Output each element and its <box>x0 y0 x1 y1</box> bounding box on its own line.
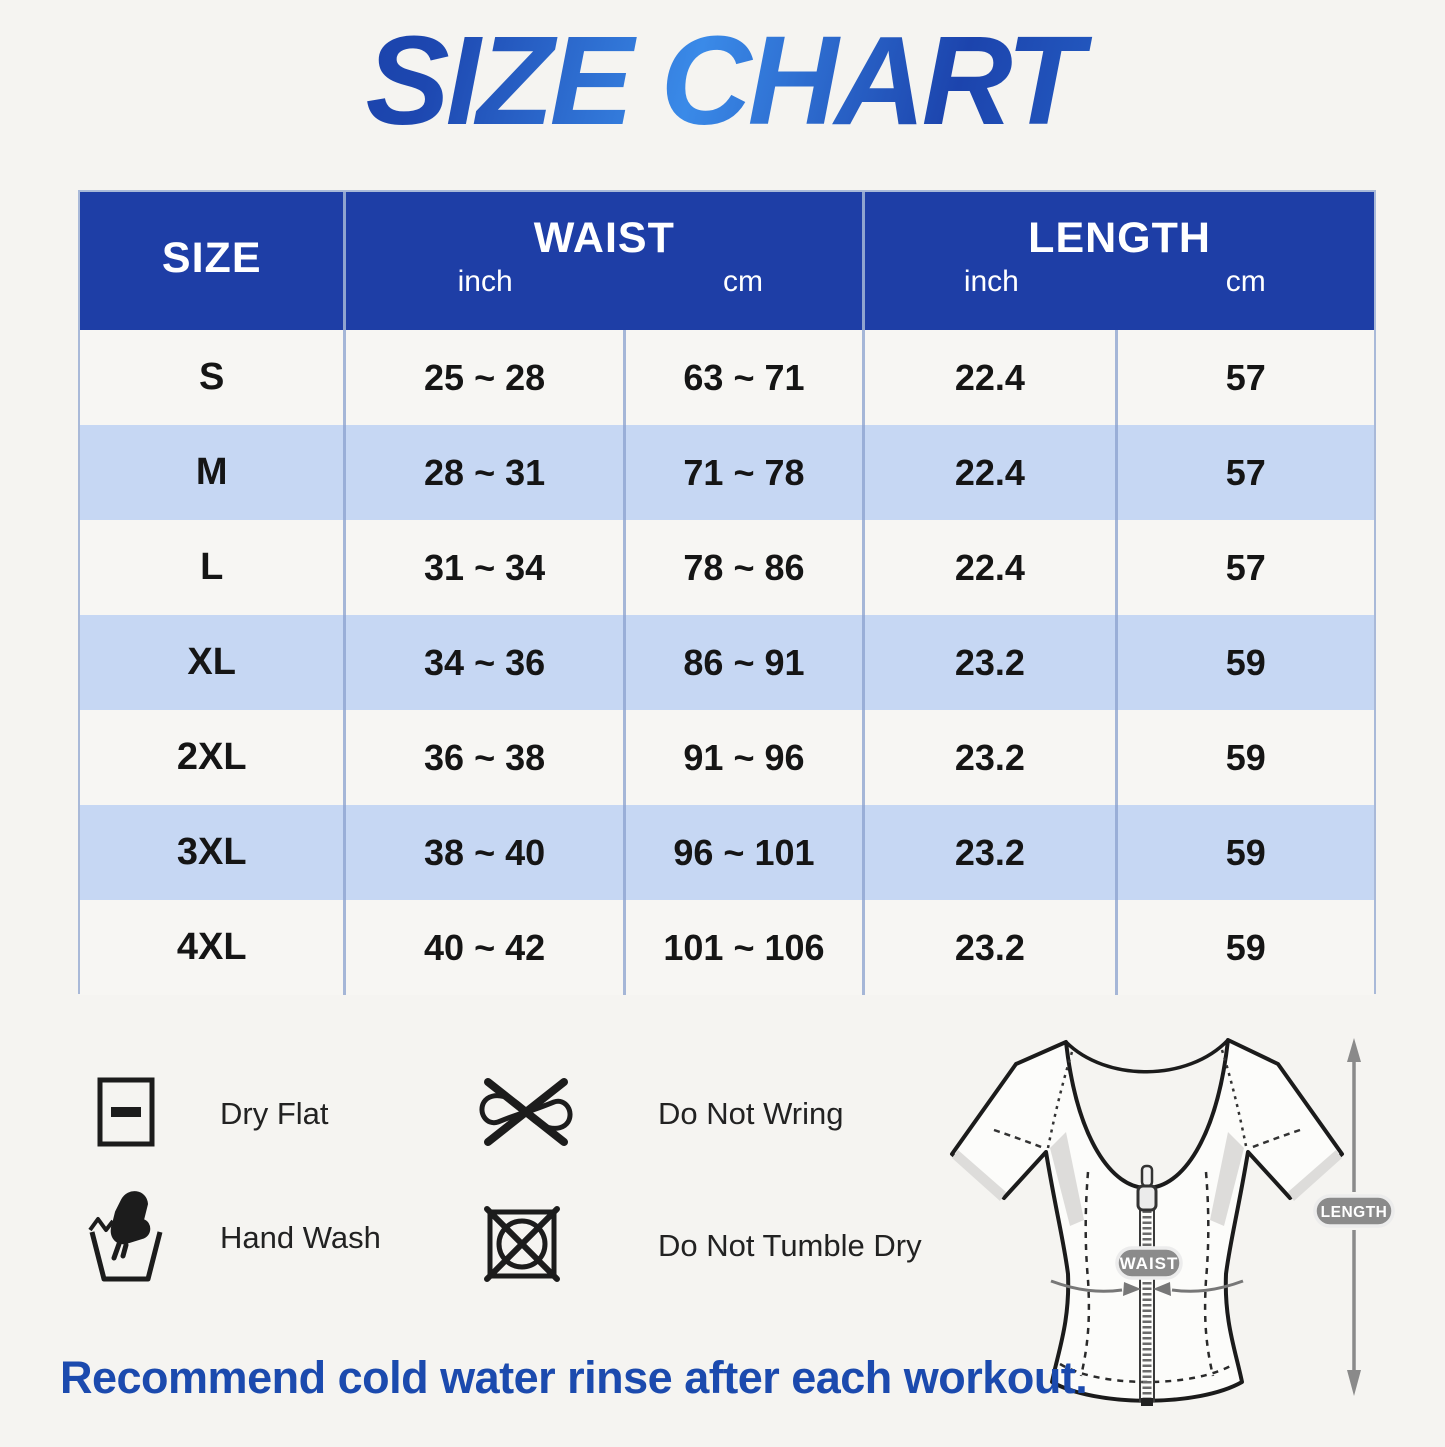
table-row <box>80 615 1374 710</box>
cell-waist-cm: 96 ~ 101 <box>626 805 865 900</box>
care-label: Hand Wash <box>220 1220 381 1255</box>
cell-waist-cm: 78 ~ 86 <box>626 520 865 615</box>
cell-waist-inch: 31 ~ 34 <box>346 520 625 615</box>
cell-size: 2XL <box>80 710 346 805</box>
cell-size: XL <box>80 615 346 710</box>
cell-length-cm: 59 <box>1225 831 1266 873</box>
cell-length-cm: 57 <box>1225 451 1266 493</box>
cell-size: 3XL <box>80 805 346 900</box>
table-row <box>80 425 1374 520</box>
do-not-wring-icon <box>474 1070 578 1159</box>
cell-waist-inch: 36 ~ 38 <box>346 710 625 805</box>
cell-length-cm: 59 <box>1225 736 1266 778</box>
cell-length-inch: 23.2 <box>865 615 1117 710</box>
header-waist-units <box>346 265 862 299</box>
table-body <box>80 330 1374 996</box>
header-size <box>80 192 346 330</box>
cell-length-cm: 57 <box>1225 546 1266 588</box>
table-row <box>80 330 1374 425</box>
cell-size: L <box>80 520 346 615</box>
header-waist-inch: inch <box>457 265 513 298</box>
header-waist <box>346 192 865 330</box>
care-item-dry-flat <box>96 1078 329 1150</box>
care-item-do-not-tumble-dry <box>482 1206 922 1286</box>
cell-length-inch: 22.4 <box>865 520 1117 615</box>
cell-waist-inch: 25 ~ 28 <box>346 330 625 425</box>
size-chart-table <box>78 190 1376 994</box>
cell-waist-inch: 34 ~ 36 <box>346 615 625 710</box>
table-row <box>80 710 1374 805</box>
length-badge-label: LENGTH <box>1320 1204 1388 1221</box>
care-item-hand-wash <box>86 1190 381 1286</box>
cell-waist-inch: 38 ~ 40 <box>346 805 625 900</box>
table-header <box>80 192 1374 330</box>
table-row <box>80 900 1374 995</box>
cell-waist-cm: 86 ~ 91 <box>626 615 865 710</box>
header-length-inch: inch <box>963 265 1019 298</box>
waist-badge-label: WAIST <box>1119 1254 1179 1273</box>
dry-flat-icon <box>96 1076 156 1153</box>
cell-length-inch: 23.2 <box>865 900 1117 995</box>
cell-length-inch: 23.2 <box>865 710 1117 805</box>
header-length-cm: cm <box>1225 265 1266 298</box>
header-length-units <box>865 265 1374 299</box>
footer-note: Recommend cold water rinse after each workout. <box>60 1352 1088 1403</box>
cell-length-cm: 57 <box>1225 356 1266 398</box>
care-label: Do Not Tumble Dry <box>658 1228 922 1263</box>
care-label: Dry Flat <box>220 1096 329 1131</box>
header-waist-label: WAIST <box>533 214 675 262</box>
cell-size: M <box>80 425 346 520</box>
cell-waist-cm: 63 ~ 71 <box>626 330 865 425</box>
table-row <box>80 805 1374 900</box>
cell-waist-cm: 91 ~ 96 <box>626 710 865 805</box>
care-item-do-not-wring <box>474 1072 844 1156</box>
care-label: Do Not Wring <box>658 1096 844 1131</box>
table-row <box>80 520 1374 615</box>
header-length-label: LENGTH <box>1028 214 1211 262</box>
page-title: SIZE CHART <box>0 8 1445 153</box>
cell-length-cm: 59 <box>1225 926 1266 968</box>
cell-size: 4XL <box>80 900 346 995</box>
header-waist-cm: cm <box>723 265 764 298</box>
cell-length-inch: 22.4 <box>865 425 1117 520</box>
cell-length-cm: 59 <box>1225 641 1266 683</box>
cell-waist-inch: 28 ~ 31 <box>346 425 625 520</box>
hand-wash-icon <box>86 1188 166 1289</box>
header-length <box>865 192 1374 330</box>
length-arrow <box>1315 1038 1393 1396</box>
cell-waist-cm: 101 ~ 106 <box>626 900 865 995</box>
cell-length-inch: 22.4 <box>865 330 1117 425</box>
do-not-tumble-dry-icon <box>482 1204 562 1289</box>
cell-length-inch: 23.2 <box>865 805 1117 900</box>
waist-badge <box>1117 1248 1181 1278</box>
cell-waist-cm: 71 ~ 78 <box>626 425 865 520</box>
cell-size: S <box>80 330 346 425</box>
cell-waist-inch: 40 ~ 42 <box>346 900 625 995</box>
header-size-label: SIZE <box>161 233 262 282</box>
